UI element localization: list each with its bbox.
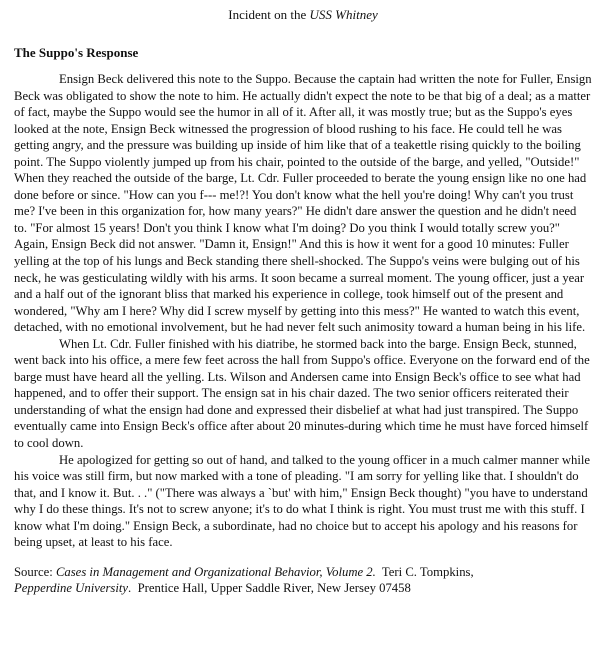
- body-paragraph-1: Ensign Beck delivered this note to the Suppo. Because the captain had written the note for Fuller, Ensign Beck was obligated to show the note to him. He actually didn't expect the note to be that big of a deal; as a matter of fact, maybe the Suppo would see the humor in all of it. After all, it was mostly true; but as the Suppo's eyes looked at the note, Ensign Beck witnessed the progression of blood rushing to his face. He could tell he was getting angry, and the pressure was building up inside of him like that of a teakettle rising quickly to the boiling point. The Suppo violently jumped up from his chair, pointed to the outside of the barge, and yelled, "Outside!" When they reached the outside of the barge, Lt. Cdr. Fuller proceeded to berate the young ensign like no one had done before or since. "How can you f--- me!?! You don't know what the hell you're doing! Why can't you trust me? I've been in this organization for, how many years?" He didn't dare answer the question and he didn't need to. "For almost 15 years! Don't you think I know what I'm doing? Do you think I would totally screw you?" Again, Ensign Beck did not answer. "Damn it, Ensign!" And this is how it went for a good 10 minutes: Fuller yelling at the top of his lungs and Beck standing there shell-shocked. The Suppo's veins were bulging out of his neck, he was gesticulating wildly with his arms. It soon became a surreal moment. The young officer, just a year and a half out of the ignorant bliss that marked his experience in college, took himself out of the present and wondered, "Why am I here? Why did I screw myself by getting into this mess?" He wanted to watch this event, detached, with no emotional involvement, but he had never felt such animosity toward a human being in his life.: [14, 72, 592, 335]
- page-header: [14, 7, 592, 23]
- source-publisher: . Prentice Hall, Upper Saddle River, New Jersey 07458: [128, 581, 411, 596]
- source-book-title: Cases in Management and Organizational Behavior, Volume 2.: [55, 564, 376, 579]
- source-author: Teri C. Tompkins,: [375, 564, 477, 579]
- source-university: Pepperdine University: [14, 581, 129, 596]
- source-citation: [14, 564, 592, 597]
- document-page: [14, 7, 592, 597]
- section-title: The Suppo's Response: [14, 45, 139, 60]
- header-prefix: Incident on the: [228, 7, 310, 22]
- body-paragraph-3: He apologized for getting so out of hand, and talked to the young officer in a much calmer manner while his voice was still firm, but now marked with a tone of pleading. "I am sorry for yelling like that. I shouldn't do that, and I know it. But. . ." ("There was always a `but' with him," Ensign Beck thought) "you have to understand why I do these things. It's not to screw anyone; it's to do what I think is right. You must trust me with this stuff. I know what I'm doing." Ensign Beck, a subordinate, had no choice but to accept his apology and his reasons for being upset, at least to his face.: [14, 452, 591, 550]
- source-label: Source:: [14, 564, 56, 579]
- body-paragraph-2: When Lt. Cdr. Fuller finished with his diatribe, he stormed back into the barge. Ensign Beck, stunned, went back into his office, a mere few feet across the hall from Suppo's office. Everyone on the forward end of the barge must have heard all the yelling. Lts. Wilson and Andersen came into Ensign Beck's office to see what had happened, and to offer their support. The ensign sat in his chair dazed. The two senior officers reiterated their understanding of what the ensign had done and expressed their disbelief at what had just transpired. The Suppo eventually came into Ensign Beck's office after about 20 minutes-during which time he must have forced himself to cool down.: [14, 336, 590, 451]
- header-ship-name: USS Whitney: [309, 7, 378, 22]
